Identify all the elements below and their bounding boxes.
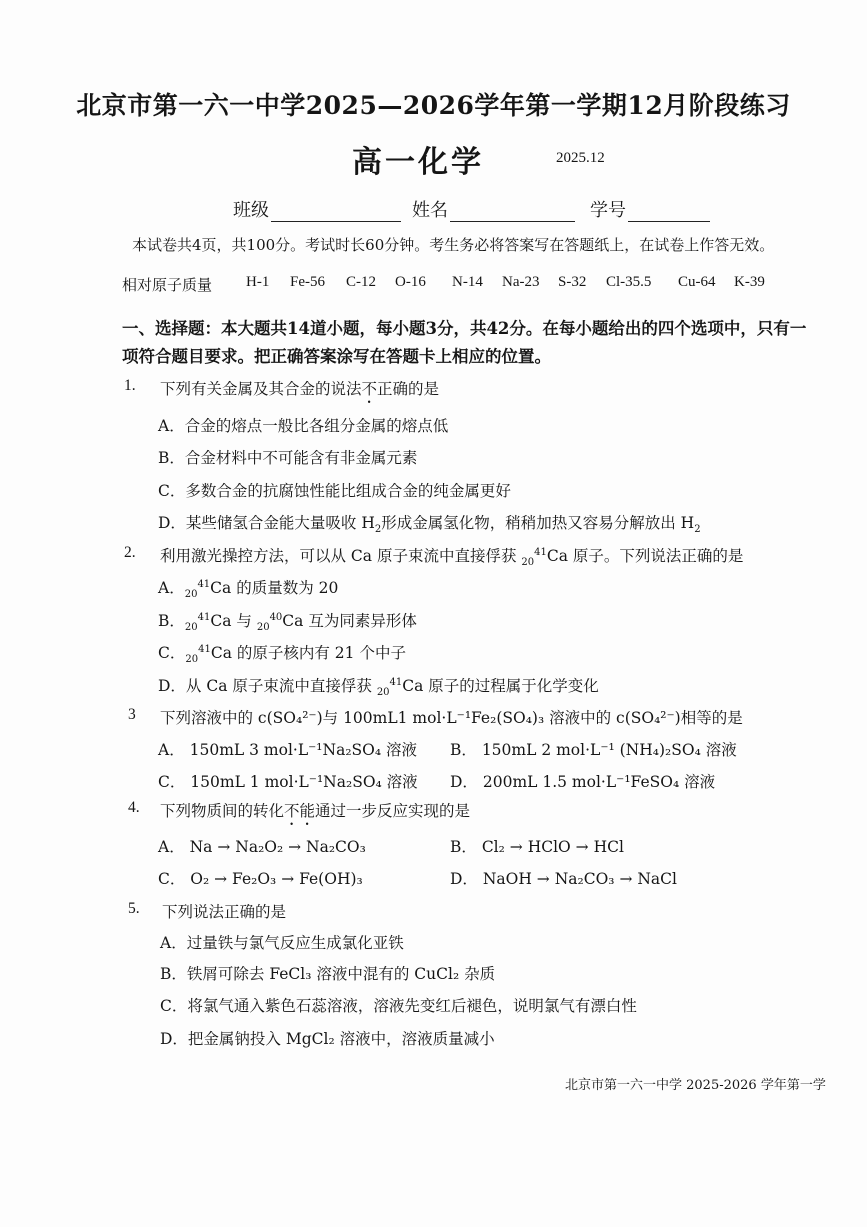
emphasis-text: 不 xyxy=(361,380,378,398)
exam-note: 本试卷共4页，共100分。考试时长60分钟。考生务必将答案写在答题纸上，在试卷上作答无效。 xyxy=(132,236,775,254)
section-heading-line2: 项符合题目要求。把正确答案涂写在答题卡上相应的位置。 xyxy=(122,347,551,366)
option-c: C． 150mL 1 mol·L⁻¹Na₂SO₄ 溶液 xyxy=(158,773,418,791)
option-c: C．将氯气通入紫色石蕊溶液，溶液先变红后褪色，说明氯气有漂白性 xyxy=(160,997,637,1015)
option-text: D．从 Ca 原子束流中直接俘获 xyxy=(158,677,377,695)
question-stem xyxy=(160,377,439,407)
stem-text: 正确的是 xyxy=(377,380,440,398)
id-field xyxy=(590,196,710,222)
option-a: A．过量铁与氯气反应生成氯化亚铁 xyxy=(160,934,404,952)
atomic-mass-item: N-14 xyxy=(452,274,483,290)
question-number: 3 xyxy=(128,706,136,723)
question-stem: 下列说法正确的是 xyxy=(162,903,287,921)
atomic-mass-item: Fe-56 xyxy=(290,274,325,290)
class-blank xyxy=(271,203,401,222)
stem-text: Ca 原子。下列说法正确的是 xyxy=(546,547,744,565)
name-field xyxy=(412,196,575,222)
option-text: 形成金属氢化物，稍稍加热又容易分解放出 H xyxy=(381,514,695,532)
option-d: D． NaOH → Na₂CO₃ → NaCl xyxy=(450,870,677,888)
option-text: D．某些储氢合金能大量吸收 H xyxy=(158,514,375,532)
emphasis-text: 不能 xyxy=(284,802,316,820)
class-field xyxy=(233,196,401,222)
atomic-mass-label: 相对原子质量 xyxy=(122,276,213,294)
question-stem: 下列溶液中的 c(SO₄²⁻)与 100mL1 mol·L⁻¹Fe₂(SO₄)₃ 溶液中的 c(SO₄²⁻)相等的是 xyxy=(160,709,743,727)
option-text: Ca 的质量数为 20 xyxy=(210,579,339,597)
atomic-mass-item: Cl-35.5 xyxy=(606,274,652,290)
atomic-mass-item: S-32 xyxy=(558,274,587,290)
atomic-mass-item: O-16 xyxy=(395,274,426,290)
option-a: A． Na → Na₂O₂ → Na₂CO₃ xyxy=(158,838,366,856)
option-b: B． Cl₂ → HClO → HCl xyxy=(450,838,624,856)
question-number: 1. xyxy=(124,377,136,394)
option-b: B． 150mL 2 mol·L⁻¹ (NH₄)₂SO₄ 溶液 xyxy=(450,741,737,759)
id-label: 学号 xyxy=(590,200,626,221)
atomic-mass-item: Na-23 xyxy=(502,274,540,290)
stem-text: 下列物质间的转化 xyxy=(160,802,285,820)
section-heading-line1: 一、选择题：本大题共14道小题，每小题3分，共42分。在每小题给出的四个选项中，只有一 xyxy=(122,319,807,338)
option-d: D．从 Ca 原子束流中直接俘获 $_{20}^{41}$Ca 原子的过程属于化学变化 xyxy=(158,676,599,699)
atomic-mass-item: C-12 xyxy=(346,274,376,290)
option-d: D．某些储氢合金能大量吸收 $H_2$形成金属氢化物，稍稍加热又容易分解放出 $H_2$ xyxy=(158,514,701,536)
option-a: A．$_{20}^{41}$Ca 的质量数为 20 xyxy=(158,578,339,601)
option-text: Ca 与 xyxy=(210,612,257,630)
question-stem: 利用激光操控方法，可以从 Ca 原子束流中直接俘获 $_{20}^{41}$Ca 原子。下列说法正确的是 xyxy=(160,546,744,569)
question-number: 5. xyxy=(128,900,140,917)
class-label: 班级 xyxy=(233,200,269,221)
atomic-mass-item: H-1 xyxy=(246,274,270,290)
name-blank xyxy=(450,203,575,222)
option-b: B．$_{20}^{41}$Ca 与 $_{20}^{40}$Ca 互为同素异形体 xyxy=(158,611,417,634)
stem-text: 下列有关金属及其合金的说法 xyxy=(160,380,362,398)
option-d: D． 200mL 1.5 mol·L⁻¹FeSO₄ 溶液 xyxy=(450,773,716,791)
atomic-mass-item: K-39 xyxy=(734,274,765,290)
option-c: C． O₂ → Fe₂O₃ → Fe(OH)₃ xyxy=(158,870,363,888)
atomic-mass-item: Cu-64 xyxy=(678,274,716,290)
option-b: B．合金材料中不可能含有非金属元素 xyxy=(158,449,418,467)
option-b: B．铁屑可除去 FeCl₃ 溶液中混有的 CuCl₂ 杂质 xyxy=(160,965,496,983)
option-c: C．多数合金的抗腐蚀性能比组成合金的纯金属更好 xyxy=(158,482,511,500)
question-stem xyxy=(160,799,470,829)
option-text: Ca 原子的过程属于化学变化 xyxy=(402,677,599,695)
option-d: D．把金属钠投入 MgCl₂ 溶液中，溶液质量减小 xyxy=(160,1030,495,1048)
stem-text: 利用激光操控方法，可以从 Ca 原子束流中直接俘获 xyxy=(160,547,522,565)
page-footer: 北京市第一六一中学 2025-2026 学年第一学 xyxy=(565,1078,826,1093)
option-text: Ca 的原子核内有 21 个中子 xyxy=(210,644,406,662)
exam-title: 北京市第一六一中学2025—2026学年第一学期12月阶段练习 xyxy=(76,91,791,120)
question-number: 2. xyxy=(124,544,136,561)
option-text: Ca 互为同素异形体 xyxy=(282,612,417,630)
name-label: 姓名 xyxy=(412,200,448,221)
subject-title: 高一化学 xyxy=(352,145,484,180)
id-blank xyxy=(628,203,710,222)
option-a: A．合金的熔点一般比各组分金属的熔点低 xyxy=(158,417,449,435)
option-c: C．$_{20}^{41}$Ca 的原子核内有 21 个中子 xyxy=(158,643,406,666)
option-a: A． 150mL 3 mol·L⁻¹Na₂SO₄ 溶液 xyxy=(158,741,417,759)
exam-date: 2025.12 xyxy=(556,150,605,166)
question-number: 4. xyxy=(128,799,140,816)
stem-text: 通过一步反应实现的是 xyxy=(315,802,471,820)
